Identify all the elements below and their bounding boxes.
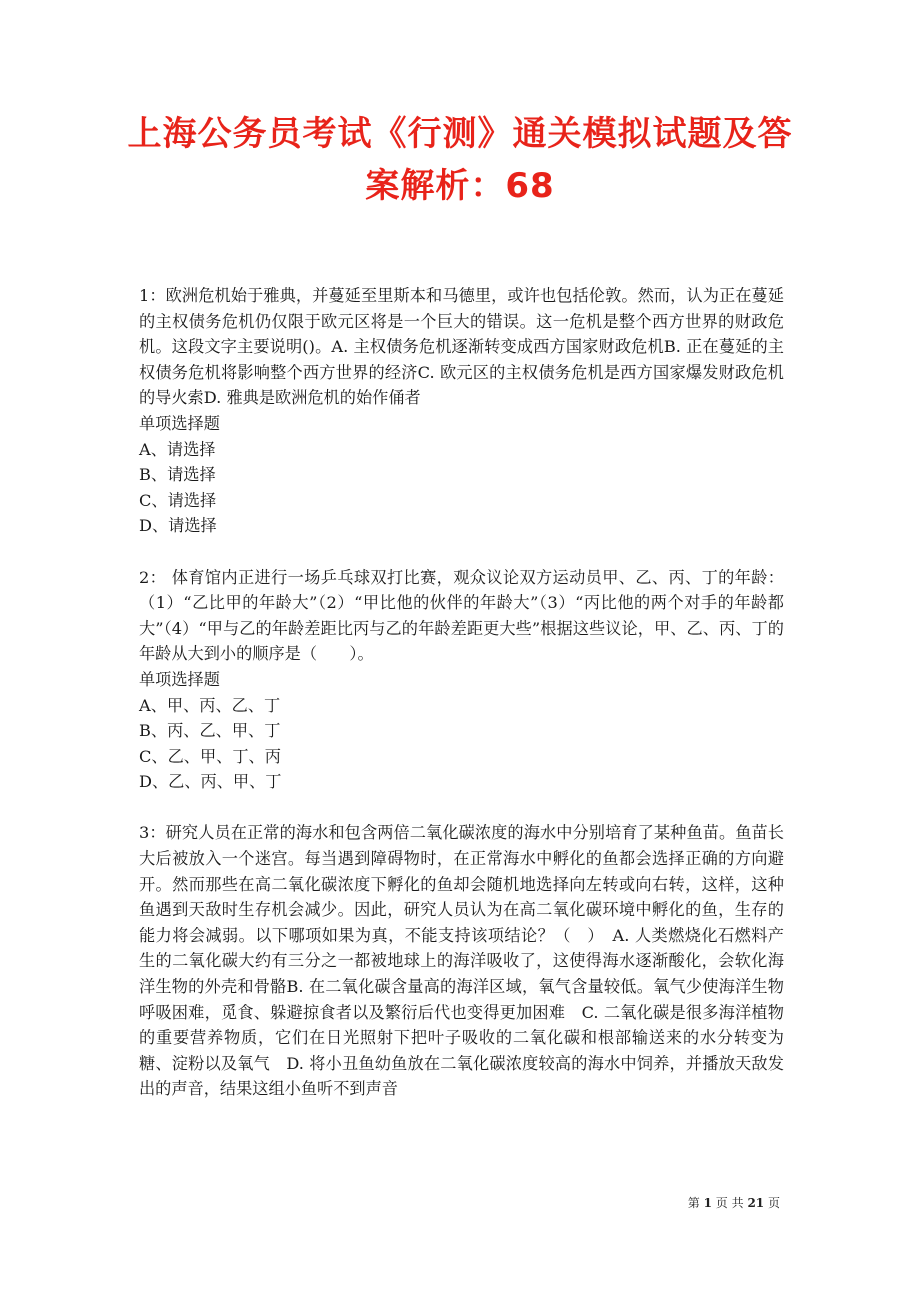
question-stem: 1：欧洲危机始于雅典，并蔓延至里斯本和马德里，或许也包括伦敦。然而，认为正在蔓延的主权债务危机仍仅限于欧元区将是一个巨大的错误。这一危机是整个西方世界的财政危机。这段文字主要说明()。A. 主权债务危机逐渐转变成西方国家财政危机B. 正在蔓延的主权债务危机将影响整个西方世界的经济C. 欧元区的主权债务危机是西方国家爆发财政危机的导火索D. 雅典是欧洲危机的始作俑者 [139,286,784,408]
question-stem: 3：研究人员在正常的海水和包含两倍二氧化碳浓度的海水中分别培育了某种鱼苗。鱼苗长大后被放入一个迷宫。每当遇到障碍物时，在正常海水中孵化的鱼都会选择正确的方向避开。然而那些在高二氧化碳浓度下孵化的鱼却会随机地选择向左转或向右转，这样，这种鱼遇到天敌时生存机会减少。因此，研究人员认为在高二氧化碳环境中孵化的鱼，生存的能力将会减弱。以下哪项如果为真，不能支持该项结论？（ ） A. 人类燃烧化石燃料产生的二氧化碳大约有三分之一都被地球上的海洋吸收了，这使得海水逐渐酸化，会软化海洋生物的外壳和骨骼B. 在二氧化碳含量高的海洋区域，氧气含量较低。氧气少使海洋生物呼吸困难，觅食、躲避掠食者以及繁衍后代也变得更加困难 C. 二氧化碳是很多海洋植物的重要营养物质，它们在日光照射下把叶子吸收的二氧化碳和根部输送来的水分转变为糖、淀粉以及氧气 D. 将小丑鱼幼鱼放在二氧化碳浓度较高的海水中饲养，并播放天敌发出的声音，结果这组小鱼听不到声音 [139,823,784,1099]
title-line-1: 上海公务员考试《行测》通关模拟试题及答 [127,114,793,154]
question-stem: 2： 体育馆内正进行一场乒乓球双打比赛，观众议论双方运动员甲、乙、丙、丁的年龄：（1）“乙比甲的年龄大”（2）“甲比他的伙伴的年龄大”（3）“丙比他的两个对手的年龄都大”（4）“甲与乙的年龄差距比丙与乙的年龄差距更大些”根据这些议论，甲、乙、丙、丁的年龄从大到小的顺序是（ ）。 [139,567,784,664]
question-type: 单项选择题 [139,669,220,689]
option-c[interactable]: C、请选择 [139,490,217,510]
option-a[interactable]: A、甲、丙、乙、丁 [139,695,281,715]
spacer [139,795,784,821]
option-c[interactable]: C、乙、甲、丁、丙 [139,746,281,766]
option-b[interactable]: B、请选择 [139,465,216,485]
footer-suffix: 页 [767,1196,780,1210]
current-page-number: 1 [703,1196,712,1210]
option-a[interactable]: A、请选择 [139,439,216,459]
footer-mid: 页 共 [715,1196,744,1210]
question-type: 单项选择题 [139,413,220,433]
document-body [139,283,784,1102]
question-3 [139,820,784,1102]
total-pages-number: 21 [747,1196,765,1210]
spacer [139,539,784,565]
footer-prefix: 第 [687,1196,700,1210]
title-line-2: 案解析：68 [365,166,555,206]
document-title [100,108,820,212]
option-d[interactable]: D、请选择 [139,516,217,536]
option-d[interactable]: D、乙、丙、甲、丁 [139,772,282,792]
page-footer [640,1195,780,1211]
option-b[interactable]: B、丙、乙、甲、丁 [139,721,281,741]
question-2 [139,565,784,795]
question-1 [139,283,784,539]
